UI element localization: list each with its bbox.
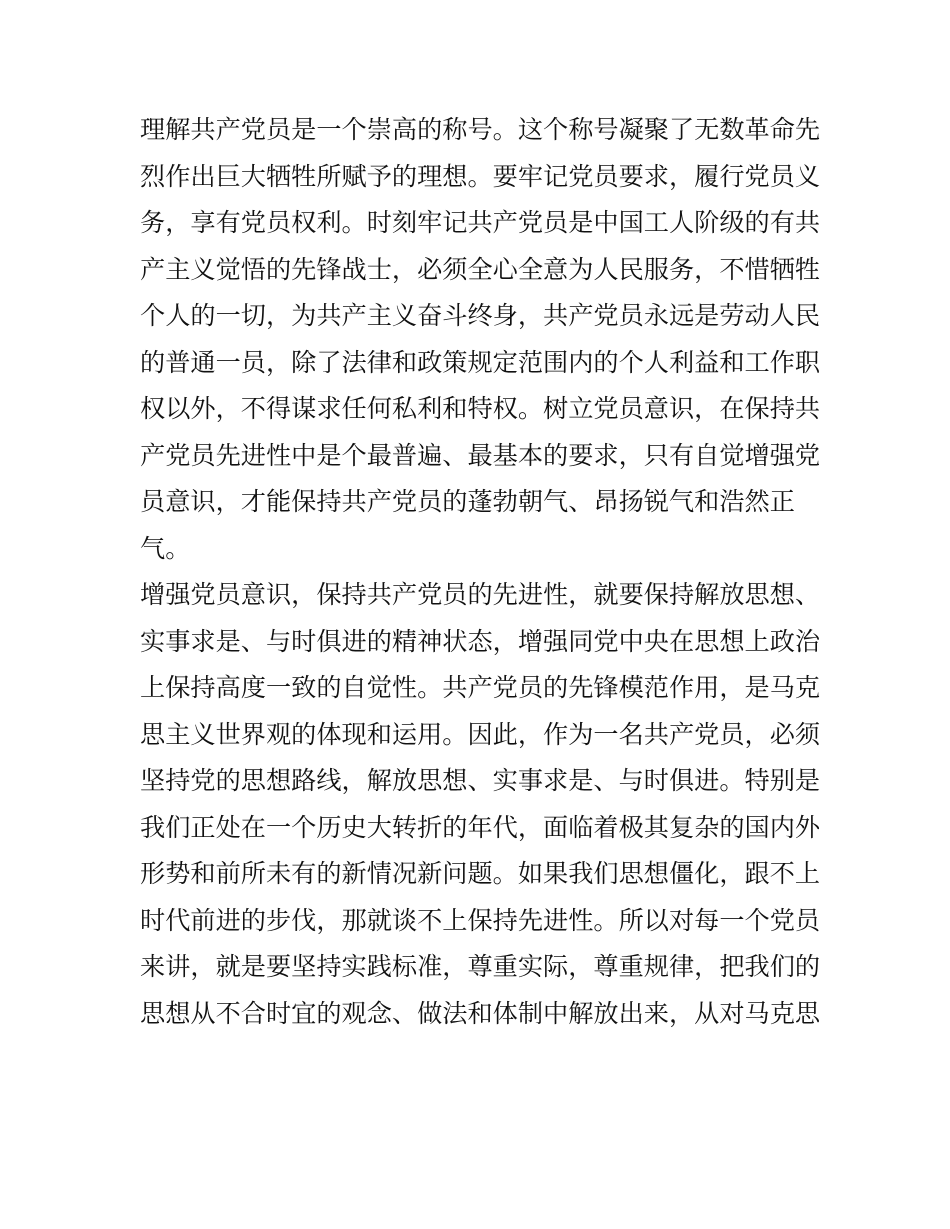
text-line: 烈作出巨大牺牲所赋予的理想。要牢记党员要求，履行党员义	[140, 161, 821, 191]
text-line: 形势和前所未有的新情况新问题。如果我们思想僵化，跟不上	[140, 859, 821, 888]
text-line: 的普通一员，除了法律和政策规定范围内的个人利益和工作职	[140, 347, 821, 377]
paragraph-1	[140, 107, 820, 572]
text-line: 产主义觉悟的先锋战士，必须全心全意为人民服务，不惜牺牲	[140, 254, 821, 284]
text-line: 气。	[140, 533, 191, 563]
text-line: 增强党员意识，保持共产党员的先进性，就要保持解放思想、	[140, 580, 821, 609]
text-line: 员意识，才能保持共产党员的蓬勃朝气、昂扬锐气和浩然正	[140, 487, 795, 516]
text-line: 理解共产党员是一个崇高的称号。这个称号凝聚了无数革命先	[140, 115, 821, 144]
text-line: 思想从不合时宜的观念、做法和体制中解放出来，从对马克思	[140, 998, 821, 1028]
text-line: 上保持高度一致的自觉性。共产党员的先锋模范作用，是马克	[140, 673, 821, 702]
text-line: 坚持党的思想路线，解放思想、实事求是、与时俱进。特别是	[140, 766, 821, 795]
document-body	[140, 107, 820, 1037]
text-line: 时代前进的步伐，那就谈不上保持先进性。所以对每一个党员	[140, 905, 821, 935]
paragraph-2	[140, 572, 820, 1037]
text-line: 实事求是、与时俱进的精神状态，增强同党中央在思想上政治	[140, 626, 821, 656]
text-line: 个人的一切，为共产主义奋斗终身，共产党员永远是劳动人民	[140, 301, 821, 330]
text-line: 产党员先进性中是个最普遍、最基本的要求，只有自觉增强党	[140, 440, 821, 470]
text-line: 来讲，就是要坚持实践标准，尊重实际，尊重规律，把我们的	[140, 952, 821, 981]
text-line: 权以外，不得谋求任何私利和特权。树立党员意识，在保持共	[140, 394, 821, 423]
text-line: 务，享有党员权利。时刻牢记共产党员是中国工人阶级的有共	[140, 208, 821, 237]
text-line: 我们正处在一个历史大转折的年代，面临着极其复杂的国内外	[140, 812, 821, 842]
text-line: 思主义世界观的体现和运用。因此，作为一名共产党员，必须	[140, 719, 821, 749]
